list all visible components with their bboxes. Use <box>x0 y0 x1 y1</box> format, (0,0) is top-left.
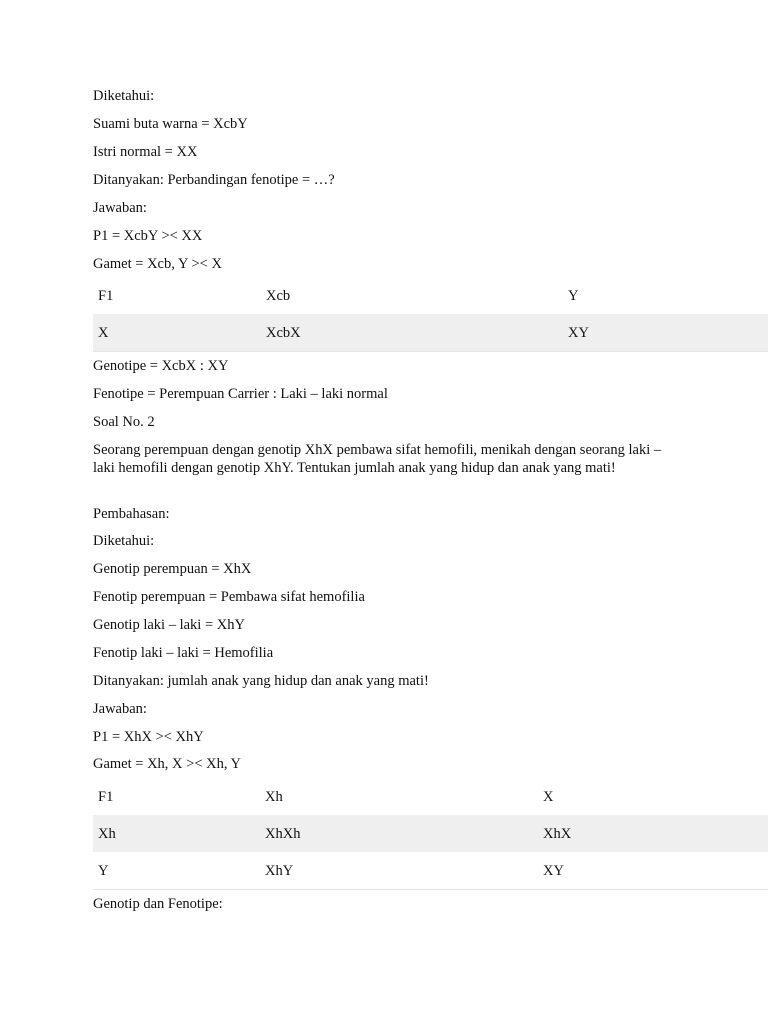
table-cell: XY <box>568 325 589 341</box>
table-cell: XhXh <box>265 826 301 842</box>
problem-2-text: Seorang perempuan dengan genotip XhX pembawa sifat hemofili, menikah dengan seorang laki – laki hemofili dengan genotip XhY. Tentukan jumlah anak yang hidup dan anak yang mati! <box>93 442 662 476</box>
table-cell: XcbX <box>266 325 301 341</box>
known-heading-2: Diketahui: <box>93 533 155 549</box>
female-phenotype-line: Fenotip perempuan = Pembawa sifat hemofilia <box>93 589 365 605</box>
question-line-2: Ditanyakan: jumlah anak yang hidup dan anak yang mati! <box>93 673 429 689</box>
male-phenotype-line: Fenotip laki – laki = Hemofilia <box>93 645 274 661</box>
husband-line: Suami buta warna = XcbY <box>93 116 248 132</box>
punnett-table-2 <box>93 778 768 890</box>
table-cell: Xh <box>265 789 283 805</box>
punnett-table-1 <box>93 277 768 352</box>
table-cell: X <box>543 789 554 805</box>
table-cell: X <box>98 325 109 341</box>
table-cell: XY <box>543 863 564 879</box>
problem-2-heading: Soal No. 2 <box>93 414 155 430</box>
table-cell: F1 <box>98 288 114 304</box>
table-cell: Y <box>568 288 579 304</box>
table-cell: Xh <box>98 826 116 842</box>
table-row <box>93 314 768 352</box>
genotype-ratio-line: Genotipe = XcbX : XY <box>93 358 229 374</box>
discussion-heading: Pembahasan: <box>93 506 170 522</box>
table-cell: XhY <box>265 863 294 879</box>
table-cell: XhX <box>543 826 572 842</box>
table-cell: Y <box>98 863 109 879</box>
table-row <box>93 852 768 890</box>
p1-line-2: P1 = XhX >< XhY <box>93 729 204 745</box>
wife-line: Istri normal = XX <box>93 144 198 160</box>
phenotype-ratio-line: Fenotipe = Perempuan Carrier : Laki – laki normal <box>93 386 388 402</box>
table-cell: Xcb <box>266 288 291 304</box>
known-heading: Diketahui: <box>93 88 155 104</box>
table-row <box>93 277 768 314</box>
table-row <box>93 815 768 852</box>
female-genotype-line: Genotip perempuan = XhX <box>93 561 252 577</box>
answer-heading: Jawaban: <box>93 200 147 216</box>
table-row <box>93 778 768 815</box>
closing-heading: Genotip dan Fenotipe: <box>93 896 223 912</box>
answer-heading-2: Jawaban: <box>93 701 147 717</box>
p1-line: P1 = XcbY >< XX <box>93 228 203 244</box>
question-line: Ditanyakan: Perbandingan fenotipe = …? <box>93 172 335 188</box>
table-cell: F1 <box>98 789 114 805</box>
gamete-line-2: Gamet = Xh, X >< Xh, Y <box>93 756 242 772</box>
gamete-line: Gamet = Xcb, Y >< X <box>93 256 222 272</box>
male-genotype-line: Genotip laki – laki = XhY <box>93 617 245 633</box>
